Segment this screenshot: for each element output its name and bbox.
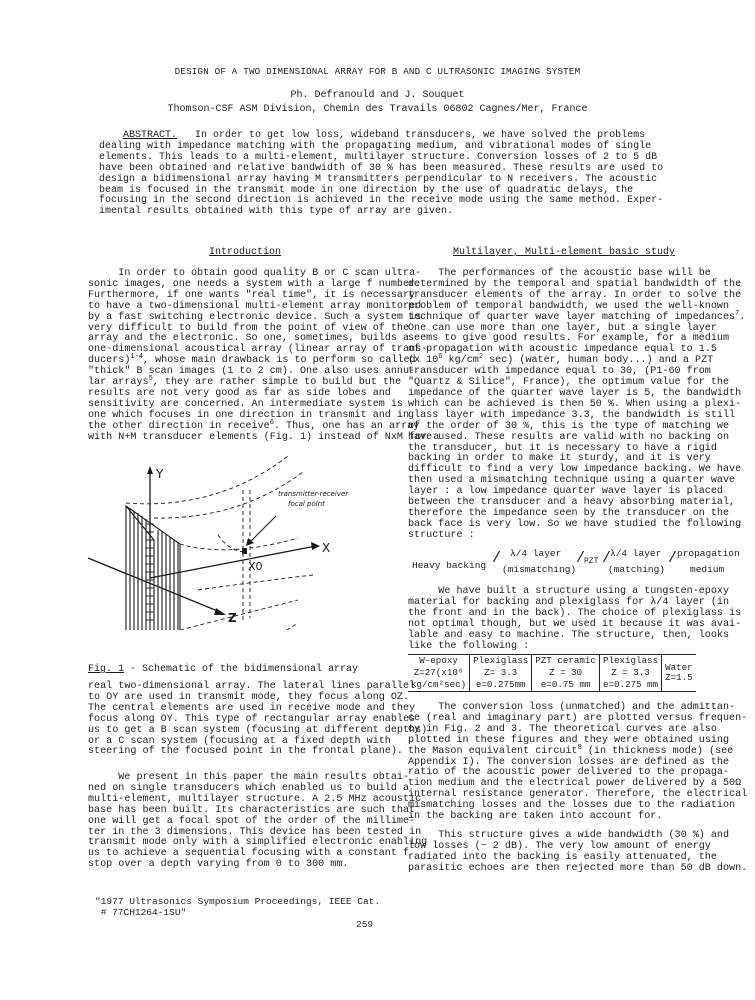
text-line: of propagation with acoustic impedance equal to 1.5	[408, 344, 717, 356]
text-line: tion medium and the electrical power delivered by a 50Ω	[408, 778, 742, 790]
section-heading-introduction: Introduction	[209, 247, 282, 258]
abstract-line: design a bidimensional array having M transmitters perpendicular to N receivers. The acoustic	[99, 173, 658, 185]
text-line: of the order of 30 %, this is the type of matching we	[408, 420, 730, 432]
paper-title: DESIGN OF A TWO DIMENSIONAL ARRAY FOR B AND C ULTRASONIC IMAGING SYSTEM	[174, 66, 581, 77]
text-line: array and the electronic. So one, sometimes, builds a	[88, 333, 410, 345]
affiliation: Thomson-CSF ASM Division, Chemin des Travails 06802 Cagnes/Mer, France	[167, 104, 588, 115]
table-cell: kg/cm²sec)	[411, 679, 467, 690]
text-line: or a C scan system (focusing at a fixed depth with	[88, 735, 391, 747]
text-line: to have a two-dimensional multi-element array monitored	[88, 300, 422, 312]
text-line: like the following :	[408, 640, 530, 652]
abstract-line: elements. This leads to a multi-element, multilayer structure. Conversion losses of 2 to 5 dB	[99, 151, 658, 163]
text-line: the Mason equivalent circuit$^8$ (in thickness mode) (see	[408, 743, 734, 757]
layer-structure-formula	[410, 548, 740, 582]
z-axis-label: Z	[228, 611, 237, 625]
text-line: "Quartz & Silice", France), the optimum value for the	[408, 377, 730, 389]
focal-label-line-2: focal point	[288, 500, 325, 508]
citation-ref: 1-4	[130, 353, 144, 362]
text-line: not optimal though, but we used it because it was avai-	[408, 618, 742, 630]
text-line: multi-element, multilayer structure. A 2.5 MHz acoustic	[88, 793, 422, 805]
text-line: the transducer, but it is necessary to have a rigid	[408, 442, 717, 454]
table-cell: Z= 3.3	[470, 667, 532, 679]
citation-ref: 6	[269, 418, 274, 427]
mismatching-layer-bottom: (mismatching)	[502, 564, 577, 575]
table-cell-water: Water Z=1.5	[662, 655, 696, 692]
x-axis-line	[150, 546, 316, 578]
abstract-line: imental results obtained with this type of array are given.	[99, 206, 454, 218]
text-line: low losses (~ 2 dB). The very low amount of energy	[408, 840, 711, 852]
text-line: stop over a depth varying from 0 to 300 mm.	[88, 859, 349, 871]
layer-structure-table	[408, 654, 696, 692]
medium-bottom: medium	[690, 564, 725, 575]
table-cell: Plexiglass	[470, 655, 532, 668]
text-line: impedance of the quarter wave layer is 5, the bandwidth	[408, 387, 742, 399]
text-line: the front and in the back). The choice of plexiglass is	[408, 607, 742, 619]
text-line: ned on single transducers which enabled us to build a	[88, 782, 410, 794]
abstract-line: focusing in the second direction is achieved in the receive mode using the same method. Exper-	[99, 195, 664, 207]
separator-slash: /	[602, 550, 612, 567]
intro-paragraph	[88, 269, 439, 444]
text-line: problem of temporal bandwidth, we used the well-known	[408, 300, 730, 312]
footnote-line: # 77CH1264-1SU"	[95, 906, 187, 918]
text-line: (x $10^6$ $kg/cm^2$ sec) (water, human body...) and a PZT	[408, 353, 714, 367]
text-line: lar arrays$^5$, they are rather simple to build but the	[88, 375, 402, 389]
heavy-backing-label: Heavy backing	[412, 560, 487, 571]
text-line: The central elements are used in receive mode and they	[88, 702, 416, 714]
text-line: in the backing are taken into account for.	[408, 811, 663, 823]
table-row	[408, 679, 696, 692]
text-line: plotted in these figures and they were obtained using	[408, 734, 730, 746]
text-line: between the transducer and a heavy absorbing material,	[408, 497, 736, 509]
table-cell: PZT ceramic	[532, 655, 600, 668]
text-line: transmit mode only with a simplified electronic enabling	[88, 837, 428, 849]
table-cell: e=0.75 mm	[532, 679, 600, 692]
text-line: very difficult to build from the point of view of the	[88, 322, 410, 334]
text-line: "thick" B scan images (1 to 2 cm). One also uses annu-	[88, 366, 416, 378]
x-arrow-head	[311, 542, 320, 550]
text-line: radiated into the backing is easily attenuated, the	[408, 851, 717, 863]
figure-description-paragraph	[88, 682, 427, 758]
text-line: mismatching losses and the losses due to the radiation	[408, 800, 736, 812]
citation-ref: 8	[577, 743, 582, 752]
text-line: one will get a focal spot of the order of the millime-	[88, 815, 416, 827]
table-cell: W-epoxy	[419, 655, 458, 666]
text-line: back face is very low. So we have studied the following	[408, 518, 742, 530]
text-line: ducers)$^{1-4}$, whose main drawback is to perform so called	[88, 353, 416, 367]
abstract-line: have been obtained and relative bandwidth of 30 % has been measured. These results are used to	[99, 162, 664, 174]
multilayer-paragraph	[408, 269, 745, 542]
medium-top: propagation	[677, 548, 740, 559]
figure-number: Fig. 1	[88, 664, 125, 675]
text-line: The conversion loss (unmatched) and the admittan-	[408, 702, 736, 713]
text-line: the other direction in receive$^6$. Thus, one has an array	[88, 418, 420, 432]
text-line: This structure gives a wide bandwidth (30 %) and	[408, 830, 730, 841]
focal-pointer-line	[248, 516, 276, 544]
table-cell: Z = 30	[532, 667, 600, 679]
text-line: glass layer with impedance 3.3, the bandwidth is still	[408, 409, 736, 421]
text-line: We present in this paper the main results obtai-	[88, 772, 410, 783]
text-line: transducer with impedance equal to 30, (P1-60 from	[408, 366, 711, 378]
z-arrow-head	[214, 608, 226, 615]
separator-slash: /	[576, 550, 586, 567]
author-block	[150, 89, 605, 117]
text-line: backing in order to make it sturdy, and it is very	[408, 453, 711, 465]
footnote	[95, 897, 380, 918]
text-line: The performances of the acoustic base will be	[408, 268, 711, 279]
text-line: us to get a B scan system (focusing at different depths)	[88, 724, 428, 736]
text-line: with N+M transducer elements (Fig. 1) instead of NxM for a	[88, 431, 440, 443]
text-line: cy in Fig. 2 and 3. The theoretical curves are also	[408, 723, 717, 735]
text-line: Appendix I). The conversion losses are defined as the	[408, 756, 730, 768]
text-line: In order to obtain good quality B or C scan ultra-	[88, 268, 422, 279]
bandwidth-paragraph	[408, 831, 747, 875]
figure-1-schematic	[88, 440, 388, 630]
focal-point-marker	[242, 548, 247, 554]
text-line: material for backing and plexiglass for λ/4 layer (in	[408, 596, 730, 608]
text-line: seems to give good results. For example, for a medium	[408, 333, 730, 345]
matching-layer-top: λ/4 layer	[610, 548, 662, 559]
text-line: real two-dimensional array. The lateral lines parallel	[88, 681, 416, 692]
text-line: base has been built. Its characteristics are such that	[88, 804, 416, 816]
present-paragraph	[88, 773, 427, 871]
table-cell: Z = 3.3	[599, 667, 661, 679]
abstract-line: beam is focused in the transmit mode in one direction by the use of quadratic delays, the	[99, 184, 634, 196]
abstract-line: dealing with impedance matching with the propagating medium, and vibrational modes of single	[99, 140, 652, 152]
text-line: ratio of the acoustic power delivered to the propaga-	[408, 767, 730, 779]
text-line: internal resistance generator. Therefore, the electrical	[408, 789, 748, 801]
text-line: therefore the impedance seen by the transducer on the	[408, 507, 730, 519]
text-line: Furthermore, if one wants "real time", it is necessary	[88, 289, 416, 301]
citation-ref: 5	[148, 375, 153, 384]
text-line: results are not very good as far as side lobes and	[88, 387, 391, 399]
text-line: by a fast switching electronic device. Such a system is	[88, 311, 422, 323]
table-cell: Plexiglass	[599, 655, 661, 668]
focal-label-line-1: transmitter-receiver	[278, 490, 349, 498]
text-line: ce (real and imaginary part) are plotted versus frequen-	[408, 712, 748, 724]
abstract-line-1: ABSTRACT. In order to get low loss, wideband transducers, we have solved the problems	[123, 130, 646, 141]
text-line: We have built a structure using a tungsten-epoxy	[408, 586, 730, 597]
separator-slash: /	[668, 550, 678, 567]
text-line: structure :	[408, 529, 475, 541]
text-line: parasitic echoes are then rejected more than 50 dB down.	[408, 862, 748, 874]
text-line: to OY are used in transmit mode, they focus along OZ.	[88, 691, 410, 703]
table-cell: e=0.275 mm	[599, 679, 661, 692]
array-element-lines	[126, 506, 180, 630]
text-line: then used a mismatching technique using a quarter wave	[408, 475, 736, 487]
pzt-label: PZT	[584, 557, 599, 566]
page-number: 259	[356, 919, 374, 930]
text-line: sonic images, one needs a system with a large f number.	[88, 278, 422, 290]
x0-label: X0	[248, 560, 263, 573]
abstract-label: ABSTRACT.	[123, 130, 178, 141]
text-line: steering of the focused point in the frontal plane).	[88, 746, 403, 758]
text-line: which can be achieved is then 50 %. When using a plexi-	[408, 398, 742, 410]
text-line: ter in the 3 dimensions. This device has been tested in	[88, 826, 422, 838]
text-line: have used. These results are valid with no backing on	[408, 431, 730, 443]
text-line: One can use more than one layer, but a single layer	[408, 322, 717, 334]
table-cell: e=0.275mm	[470, 679, 532, 692]
figure-1-caption: Fig. 1 - Schematic of the bidimensional array	[88, 664, 359, 675]
x-axis-label: X	[322, 541, 331, 555]
text-line: difficult to find a very low impedance backing. We have	[408, 464, 742, 476]
section-heading-multilayer: Multilayer, Multi-element basic study	[453, 247, 676, 258]
text-line: determined by the temporal and spatial bandwidth of the	[408, 278, 742, 290]
citation-ref: 7	[735, 309, 740, 318]
matching-layer-bottom: (matching)	[608, 564, 666, 575]
structure-paragraph	[408, 587, 741, 652]
text-line: sensitivity are concerned. An intermediate system is	[88, 398, 403, 410]
abstract	[99, 130, 664, 218]
mismatching-layer-top: λ/4 layer	[510, 548, 562, 559]
text-line: one which focuses in one direction in transmit and in	[88, 409, 410, 421]
y-arrow-head	[147, 466, 153, 474]
text-line: transducer elements of the array. In order to solve the	[408, 289, 742, 301]
y-axis-label: Y	[156, 467, 164, 481]
text-line: us to achieve a sequential focusing with a constant f	[88, 848, 410, 860]
text-line: one-dimensional acoustical array (linear array of trans-	[88, 344, 428, 356]
separator-slash: /	[492, 550, 502, 567]
text-line: focus along OY. This type of rectangular array enables	[88, 713, 416, 725]
authors: Ph. Defranould and J. Souquet	[290, 90, 465, 101]
conversion-loss-paragraph	[408, 703, 747, 823]
footnote-line: "1977 Ultrasonics Symposium Proceedings, IEEE Cat.	[95, 896, 381, 907]
table-row	[408, 667, 696, 679]
text-line: lable and easy to machine. The structure, then, looks	[408, 629, 730, 641]
table-row	[408, 655, 696, 668]
text-line: layer : a low impedance quarter wave layer is placed	[408, 486, 723, 498]
text-line: technique of quarter wave layer matching of impedances$^7$.	[408, 309, 746, 323]
table-cell: Z=27(x10⁶	[413, 667, 464, 678]
